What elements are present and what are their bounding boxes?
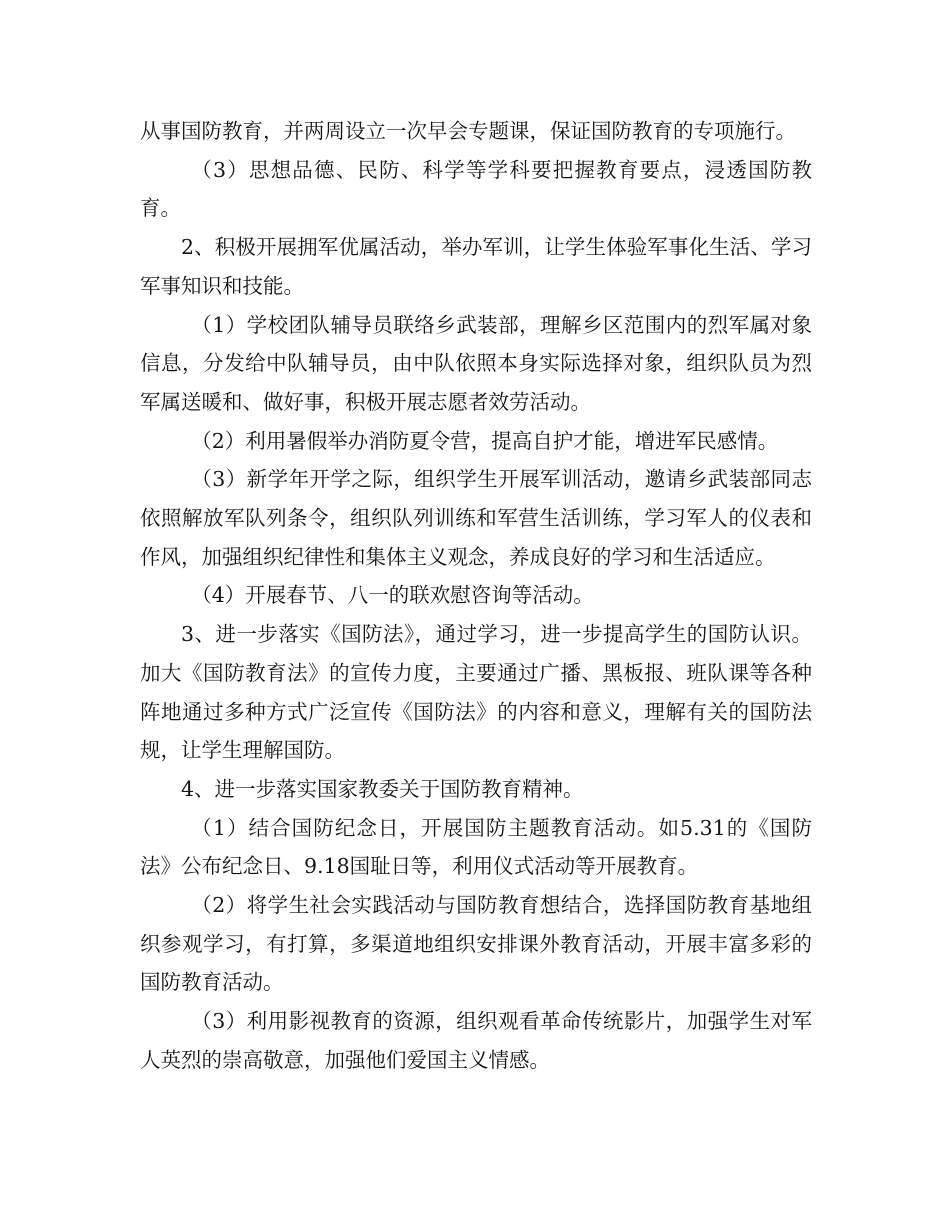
paragraph: 从事国防教育，并两周设立一次早会专题课，保证国防教育的专项施行。 [140, 119, 796, 143]
paragraph: （3）新学年开学之际，组织学生开展军训活动，邀请乡武装部同志依照解放军队列条令，组织队列训练和军营生活训练，学习军人的仪表和作风，加强组织纪律性和集体主义观念，养成良好的学习和生活适应。 [140, 467, 812, 569]
paragraph: （4）开展春节、八一的联欢慰咨询等活动。 [191, 583, 594, 608]
paragraph: 4、进一步落实国家教委关于国防教育精神。 [181, 776, 584, 801]
paragraph: （3）思想品德、民防、科学等学科要把握教育要点，浸透国防教育。 [140, 157, 812, 221]
document-body [140, 112, 812, 1080]
paragraph: 3、进一步落实《国防法》，通过学习，进一步提高学生的国防认识。加大《国防教育法》的宣传力度，主要通过广播、黑板报、班队课等各种阵地通过多种方式广泛宣传《国防法》的内容和意义，理解有关的国防法规，让学生理解国防。 [140, 622, 812, 763]
paragraph: （2）利用暑假举办消防夏令营，提高自护才能，增进军民感情。 [191, 428, 779, 453]
paragraph: （3）利用影视教育的资源，组织观看革命传统影片，加强学生对军人英烈的崇高敬意，加强他们爱国主义情感。 [140, 1009, 812, 1072]
paragraph: （1）结合国防纪念日，开展国防主题教育活动。如5.31的《国防法》公布纪念日、9.18国耻日等，利用仪式活动等开展教育。 [140, 815, 812, 879]
paragraph: （1）学校团队辅导员联络乡武装部，理解乡区范围内的烈军属对象信息，分发给中队辅导员，由中队依照本身实际选择对象，组织队员为烈军属送暖和、做好事，积极开展志愿者效劳活动。 [140, 312, 812, 414]
paragraph: （2）将学生社会实践活动与国防教育想结合，选择国防教育基地组织参观学习，有打算，多渠道地组织安排课外教育活动，开展丰富多彩的国防教育活动。 [140, 893, 812, 995]
paragraph: 2、积极开展拥军优属活动，举办军训，让学生体验军事化生活、学习军事知识和技能。 [140, 235, 812, 298]
